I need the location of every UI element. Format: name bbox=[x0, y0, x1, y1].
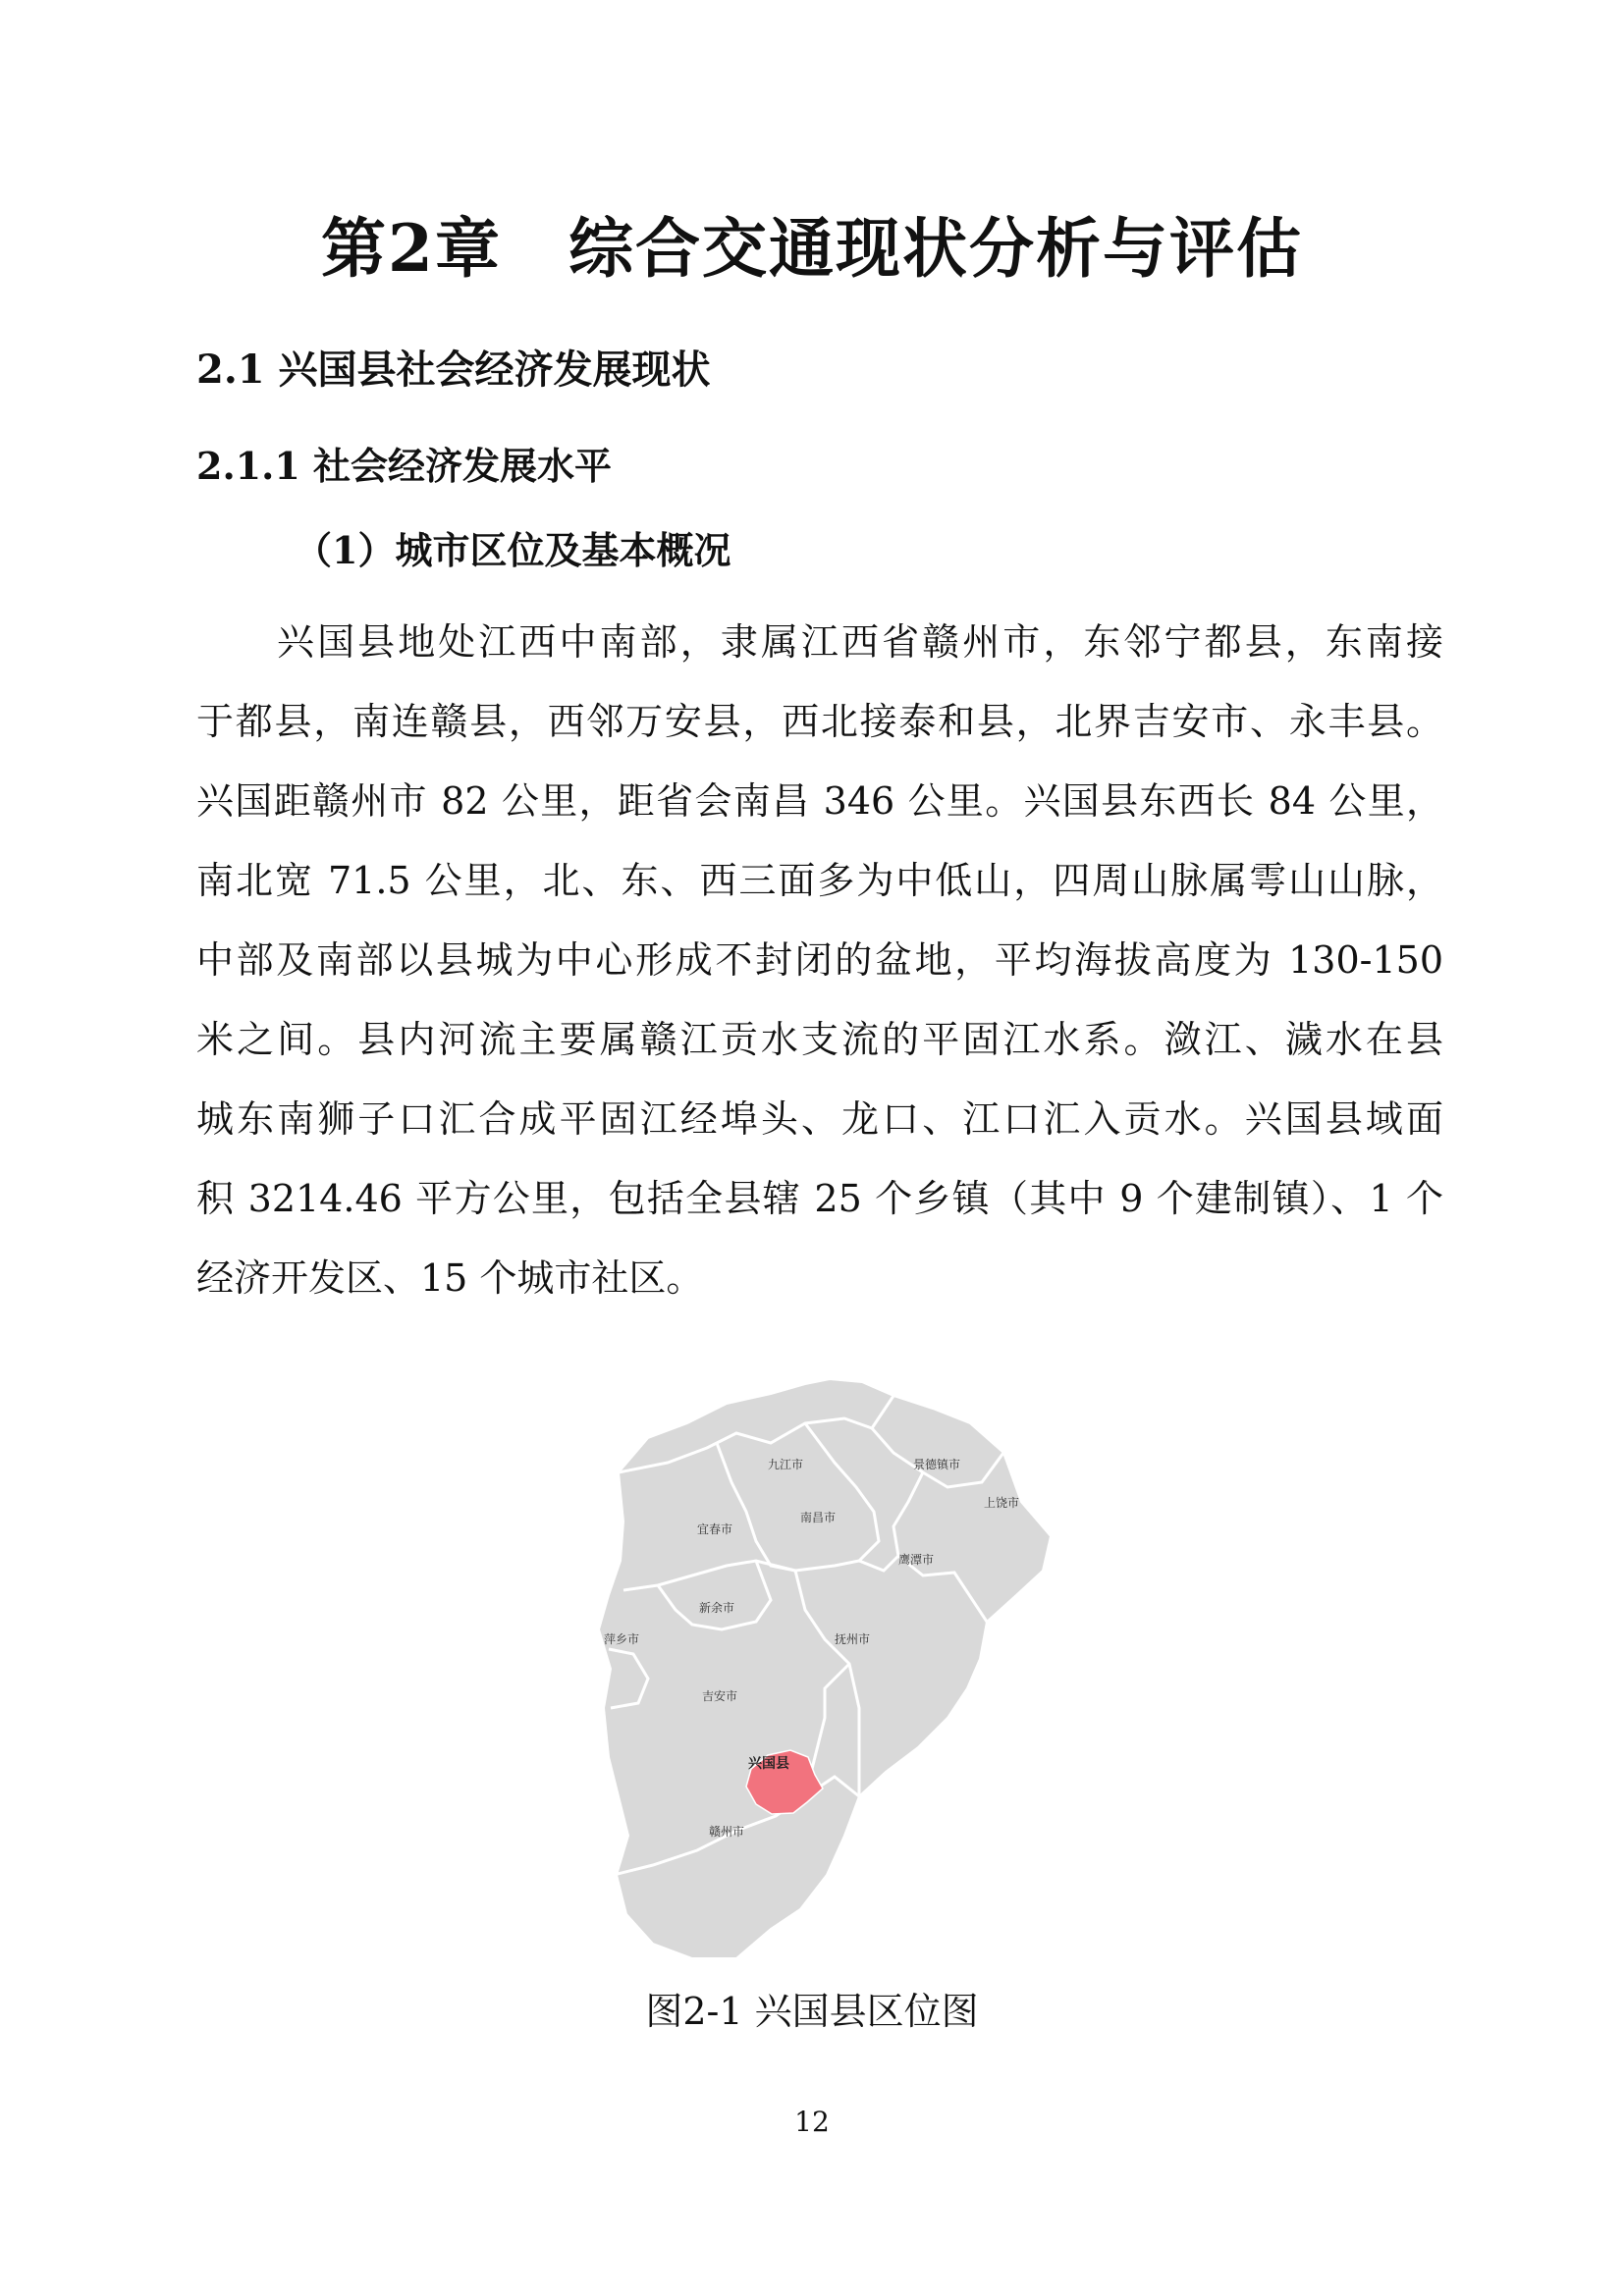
paragraph-line: 于都县，南连赣县，西邻万安县，西北接泰和县，北界吉安市、永丰县。 bbox=[196, 700, 1443, 743]
label-xingguo: 兴国县 bbox=[748, 1756, 789, 1772]
paragraph-line: 兴国县地处江西中南部，隶属江西省赣州市，东邻宁都县，东南接 bbox=[277, 620, 1443, 664]
paragraph-line: 中部及南部以县城为中心形成不封闭的盆地，平均海拔高度为 130-150 bbox=[196, 938, 1443, 982]
label-xinyu: 新余市 bbox=[699, 1601, 735, 1615]
subsubsection-title: （1）城市区位及基本概况 bbox=[295, 528, 731, 572]
label-jingdezhen: 景德镇市 bbox=[913, 1458, 961, 1471]
label-pingxiang: 萍乡市 bbox=[604, 1632, 640, 1646]
province-outline bbox=[599, 1379, 1051, 1958]
label-jian: 吉安市 bbox=[702, 1689, 738, 1703]
label-shangrao: 上饶市 bbox=[984, 1496, 1020, 1510]
body-paragraph bbox=[196, 603, 1443, 1318]
paragraph-line: 经济开发区、15 个城市社区。 bbox=[196, 1256, 704, 1300]
label-nanchang: 南昌市 bbox=[800, 1511, 837, 1524]
paragraph-line: 南北宽 71.5 公里，北、东、西三面多为中低山，四周山脉属雩山山脉， bbox=[196, 859, 1443, 902]
chapter-title: 第2章 综合交通现状分析与评估 bbox=[321, 210, 1303, 287]
section-title: 2.1 兴国县社会经济发展现状 bbox=[196, 347, 711, 393]
label-yichun: 宜春市 bbox=[697, 1522, 733, 1536]
label-ganzhou: 赣州市 bbox=[709, 1825, 745, 1839]
paragraph-line: 兴国距赣州市 82 公里，距省会南昌 346 公里。兴国县东西长 84 公里， bbox=[196, 779, 1443, 823]
subsection-title: 2.1.1 社会经济发展水平 bbox=[196, 444, 613, 488]
figure-caption: 图2-1 兴国县区位图 bbox=[645, 1990, 979, 2033]
paragraph-line: 米之间。县内河流主要属赣江贡水支流的平固江水系。潋江、濊水在县 bbox=[196, 1018, 1443, 1061]
jiangxi-map-svg bbox=[599, 1364, 1060, 1963]
location-map bbox=[599, 1364, 1060, 1963]
page-number: 12 bbox=[794, 2106, 830, 2138]
label-jiujiang: 九江市 bbox=[768, 1458, 804, 1471]
paragraph-line: 城东南狮子口汇合成平固江经埠头、龙口、江口汇入贡水。兴国县域面 bbox=[196, 1097, 1443, 1141]
label-yingtan: 鹰潭市 bbox=[898, 1553, 935, 1567]
paragraph-line: 积 3214.46 平方公里，包括全县辖 25 个乡镇（其中 9 个建制镇）、1 个 bbox=[196, 1177, 1443, 1220]
label-fuzhou: 抚州市 bbox=[835, 1632, 871, 1646]
